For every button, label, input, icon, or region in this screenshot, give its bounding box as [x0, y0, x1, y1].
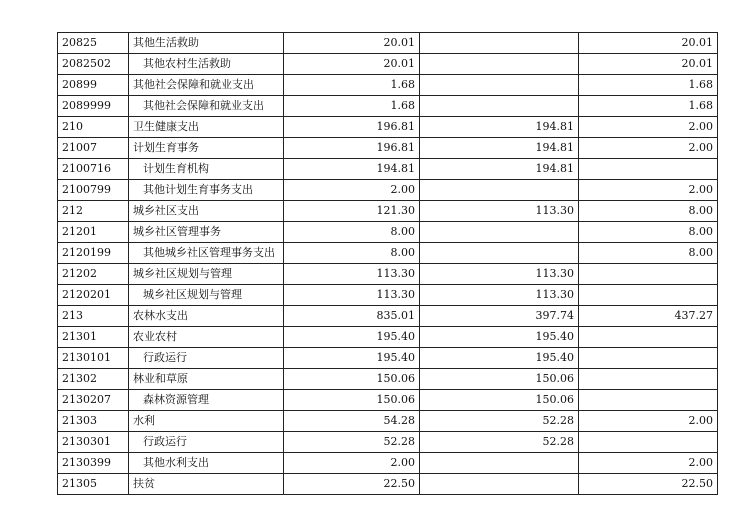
code-cell: 2130399 — [58, 453, 129, 474]
total-cell: 20.01 — [284, 54, 420, 75]
basic-expense-cell — [420, 96, 579, 117]
total-cell: 2.00 — [284, 180, 420, 201]
total-cell: 150.06 — [284, 369, 420, 390]
total-cell: 195.40 — [284, 327, 420, 348]
total-cell: 2.00 — [284, 453, 420, 474]
code-cell: 21201 — [58, 222, 129, 243]
total-cell: 20.01 — [284, 33, 420, 54]
project-expense-cell: 20.01 — [579, 54, 718, 75]
code-cell: 2130101 — [58, 348, 129, 369]
basic-expense-cell: 194.81 — [420, 159, 579, 180]
code-cell: 21007 — [58, 138, 129, 159]
basic-expense-cell: 195.40 — [420, 348, 579, 369]
table-row — [58, 474, 718, 495]
total-cell: 22.50 — [284, 474, 420, 495]
basic-expense-cell — [420, 453, 579, 474]
code-cell: 210 — [58, 117, 129, 138]
name-cell: 行政运行 — [129, 348, 284, 369]
name-cell: 其他生活救助 — [129, 33, 284, 54]
basic-expense-cell: 194.81 — [420, 117, 579, 138]
code-cell: 2120201 — [58, 285, 129, 306]
table-row — [58, 222, 718, 243]
total-cell: 196.81 — [284, 117, 420, 138]
table-row — [58, 411, 718, 432]
name-cell: 水利 — [129, 411, 284, 432]
table-row — [58, 348, 718, 369]
total-cell: 121.30 — [284, 201, 420, 222]
table-row — [58, 54, 718, 75]
table-row — [58, 327, 718, 348]
basic-expense-cell — [420, 75, 579, 96]
code-cell: 2130301 — [58, 432, 129, 453]
project-expense-cell: 2.00 — [579, 117, 718, 138]
project-expense-cell — [579, 264, 718, 285]
code-cell: 2089999 — [58, 96, 129, 117]
name-cell: 其他城乡社区管理事务支出 — [129, 243, 284, 264]
code-cell: 213 — [58, 306, 129, 327]
project-expense-cell: 2.00 — [579, 180, 718, 201]
name-cell: 城乡社区规划与管理 — [129, 264, 284, 285]
project-expense-cell — [579, 369, 718, 390]
basic-expense-cell: 52.28 — [420, 432, 579, 453]
project-expense-cell: 2.00 — [579, 453, 718, 474]
total-cell: 8.00 — [284, 243, 420, 264]
code-cell: 21305 — [58, 474, 129, 495]
table-row — [58, 264, 718, 285]
name-cell: 农业农村 — [129, 327, 284, 348]
project-expense-cell — [579, 390, 718, 411]
project-expense-cell: 8.00 — [579, 222, 718, 243]
project-expense-cell: 437.27 — [579, 306, 718, 327]
basic-expense-cell: 150.06 — [420, 369, 579, 390]
name-cell: 城乡社区支出 — [129, 201, 284, 222]
name-cell: 卫生健康支出 — [129, 117, 284, 138]
name-cell: 其他社会保障和就业支出 — [129, 75, 284, 96]
table-row — [58, 180, 718, 201]
table-row — [58, 369, 718, 390]
table-row — [58, 453, 718, 474]
project-expense-cell: 2.00 — [579, 411, 718, 432]
project-expense-cell: 1.68 — [579, 96, 718, 117]
table-row — [58, 33, 718, 54]
total-cell: 8.00 — [284, 222, 420, 243]
code-cell: 21302 — [58, 369, 129, 390]
table-row — [58, 285, 718, 306]
name-cell: 其他农村生活救助 — [129, 54, 284, 75]
name-cell: 其他社会保障和就业支出 — [129, 96, 284, 117]
table-row — [58, 201, 718, 222]
project-expense-cell — [579, 285, 718, 306]
total-cell: 194.81 — [284, 159, 420, 180]
name-cell: 城乡社区规划与管理 — [129, 285, 284, 306]
name-cell: 森林资源管理 — [129, 390, 284, 411]
basic-expense-cell: 113.30 — [420, 201, 579, 222]
code-cell: 2082502 — [58, 54, 129, 75]
table-row — [58, 96, 718, 117]
total-cell: 1.68 — [284, 96, 420, 117]
project-expense-cell: 1.68 — [579, 75, 718, 96]
code-cell: 2120199 — [58, 243, 129, 264]
code-cell: 2130207 — [58, 390, 129, 411]
basic-expense-cell — [420, 243, 579, 264]
name-cell: 其他计划生育事务支出 — [129, 180, 284, 201]
total-cell: 113.30 — [284, 264, 420, 285]
name-cell: 计划生育机构 — [129, 159, 284, 180]
code-cell: 20899 — [58, 75, 129, 96]
basic-expense-cell: 52.28 — [420, 411, 579, 432]
total-cell: 52.28 — [284, 432, 420, 453]
total-cell: 54.28 — [284, 411, 420, 432]
expenditure-table — [57, 32, 718, 495]
project-expense-cell — [579, 348, 718, 369]
table-row — [58, 432, 718, 453]
project-expense-cell: 2.00 — [579, 138, 718, 159]
code-cell: 21303 — [58, 411, 129, 432]
code-cell: 21202 — [58, 264, 129, 285]
basic-expense-cell: 194.81 — [420, 138, 579, 159]
code-cell: 2100716 — [58, 159, 129, 180]
basic-expense-cell: 397.74 — [420, 306, 579, 327]
project-expense-cell: 8.00 — [579, 243, 718, 264]
name-cell: 林业和草原 — [129, 369, 284, 390]
basic-expense-cell: 195.40 — [420, 327, 579, 348]
basic-expense-cell: 113.30 — [420, 264, 579, 285]
code-cell: 212 — [58, 201, 129, 222]
total-cell: 113.30 — [284, 285, 420, 306]
basic-expense-cell — [420, 180, 579, 201]
project-expense-cell: 8.00 — [579, 201, 718, 222]
project-expense-cell: 22.50 — [579, 474, 718, 495]
code-cell: 20825 — [58, 33, 129, 54]
total-cell: 195.40 — [284, 348, 420, 369]
table-row — [58, 306, 718, 327]
basic-expense-cell — [420, 474, 579, 495]
name-cell: 其他水利支出 — [129, 453, 284, 474]
name-cell: 农林水支出 — [129, 306, 284, 327]
basic-expense-cell: 150.06 — [420, 390, 579, 411]
basic-expense-cell — [420, 54, 579, 75]
table-row — [58, 75, 718, 96]
table-row — [58, 117, 718, 138]
basic-expense-cell — [420, 33, 579, 54]
project-expense-cell — [579, 432, 718, 453]
name-cell: 城乡社区管理事务 — [129, 222, 284, 243]
name-cell: 行政运行 — [129, 432, 284, 453]
project-expense-cell — [579, 327, 718, 348]
project-expense-cell — [579, 159, 718, 180]
code-cell: 21301 — [58, 327, 129, 348]
total-cell: 196.81 — [284, 138, 420, 159]
total-cell: 835.01 — [284, 306, 420, 327]
table-row — [58, 138, 718, 159]
total-cell: 150.06 — [284, 390, 420, 411]
basic-expense-cell: 113.30 — [420, 285, 579, 306]
table-row — [58, 159, 718, 180]
total-cell: 1.68 — [284, 75, 420, 96]
table-row — [58, 243, 718, 264]
code-cell: 2100799 — [58, 180, 129, 201]
table-body — [58, 33, 718, 495]
table-row — [58, 390, 718, 411]
name-cell: 计划生育事务 — [129, 138, 284, 159]
project-expense-cell: 20.01 — [579, 33, 718, 54]
name-cell: 扶贫 — [129, 474, 284, 495]
basic-expense-cell — [420, 222, 579, 243]
